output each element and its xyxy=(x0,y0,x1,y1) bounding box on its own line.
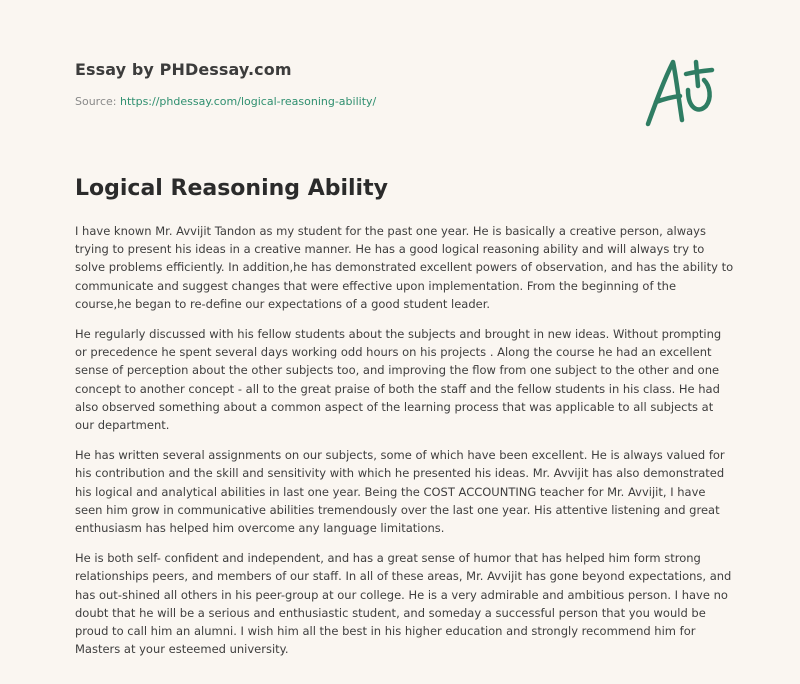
essay-paragraph: He is both self- confident and independent, and has a great sense of humor that has helped him form strong relationships peers, and members of our staff. In all of these areas, Mr. Avvijit has gone beyond expectations, and has out-shined all others in his peer-group at our college. He is a very admirable and ambitious person. I have no doubt that he will be a serious and enthusiastic student, and someday a successful person that you would be proud to call him an alumni. I wish him all the best in his higher education and strongly recommend him for Masters at your esteemed university. xyxy=(75,551,732,657)
essay-body xyxy=(75,222,735,670)
site-title: Essay by PHDessay.com xyxy=(75,60,292,79)
essay-paragraph: I have known Mr. Avvijit Tandon as my student for the past one year. He is basically a creative person, always trying to present his ideas in a creative manner. He has a good logical reasoning ability and will always try to solve problems efficiently. In addition,he has demonstrated excellent powers of observation, and has the ability to communicate and suggest changes that were effective upon implementation. From the beginning of the course,he began to re-define our expectations of a good student leader. xyxy=(75,224,734,311)
essay-title: Logical Reasoning Ability xyxy=(75,176,388,201)
source-link[interactable]: https://phdessay.com/logical-reasoning-ability/ xyxy=(119,95,377,108)
source-label: Source: xyxy=(75,95,120,108)
a-plus-logo-icon xyxy=(640,50,730,130)
page-header xyxy=(75,60,376,108)
essay-paragraph: He regularly discussed with his fellow students about the subjects and brought in new ideas. Without prompting or precedence he spent several days working odd hours on his projects . Along the course he had an excellent sense of perception about the other subjects too, and improving the flow from one subject to the other and one concept to another concept - all to the great praise of both the staff and the fellow students in his class. He had also observed something about a common aspect of the learning process that was applicable to all subjects at our department. xyxy=(75,327,722,433)
source-line xyxy=(75,95,376,108)
essay-paragraph: He has written several assignments on our subjects, some of which have been excellent. He is always valued for his contribution and the skill and sensitivity with which he presented his ideas. Mr. Avvijit has also demonstrated his logical and analytical abilities in last one year. Being the COST ACCOUNTING teacher for Mr. Avvijit, I have seen him grow in communicative abilities tremendously over the last one year. His attentive listening and great enthusiasm has helped him overcome any language limitations. xyxy=(75,448,725,536)
